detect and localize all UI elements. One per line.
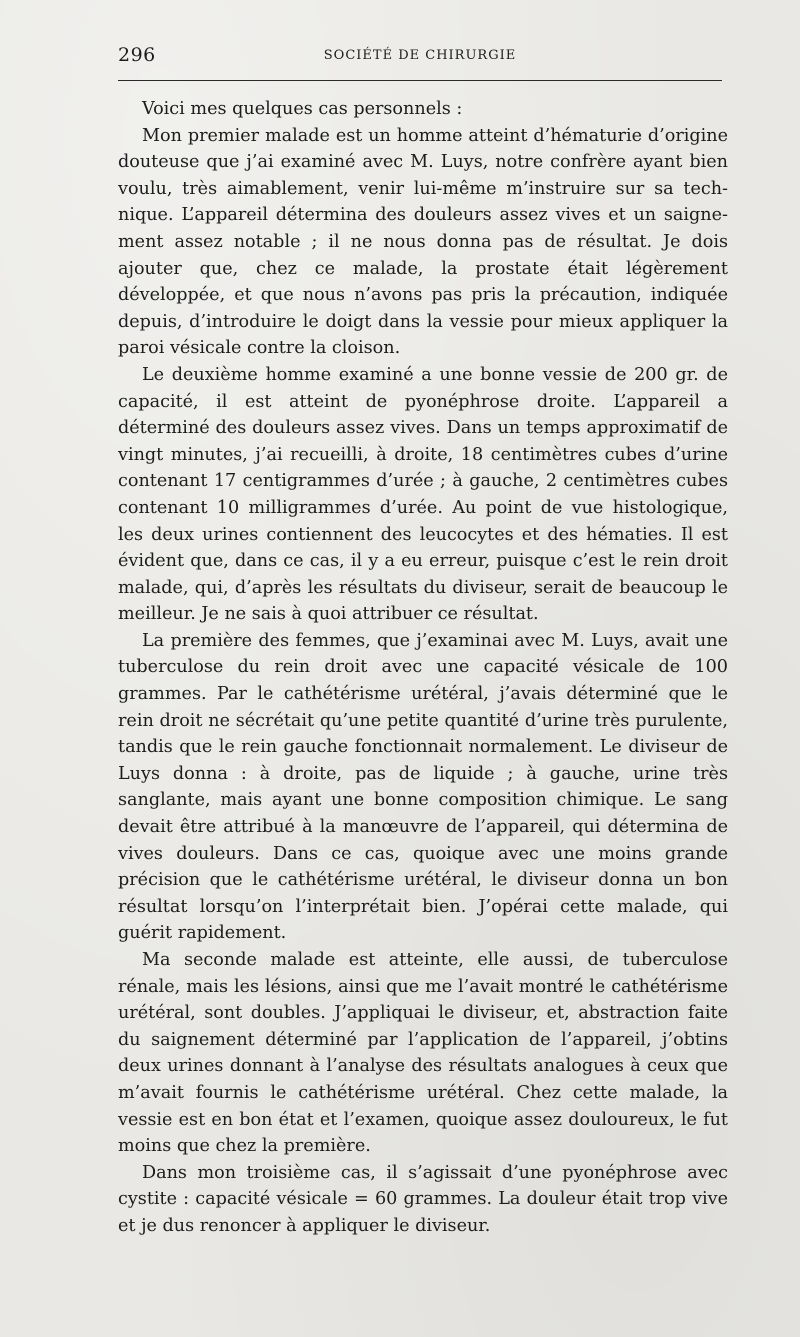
- body-text: [118, 96, 728, 1240]
- paragraph-case-2: Le deuxième homme examiné a une bonne vessie de 200 gr. de capacité, il est atteint de pyonéphrose droite. L’appareil a déterminé des douleurs assez vives. Dans un temps approximatif de vingt minutes, j’ai recueilli, à droite, 18 centimètres cubes d’urine contenant 17 centigrammes d’urée ; à gauche, 2 centimètres cubes contenant 10 milligrammes d’urée. Au point de vue histologique, les deux urines contiennent des leucocytes et des hématies. Il est évident que, dans ce cas, il y a eu erreur, puisque c’est le rein droit malade, qui, d’après les résultats du diviseur, serait de beaucoup le meilleur. Je ne sais à quoi attribuer ce résultat.: [118, 364, 728, 625]
- paragraph-intro: Voici mes quelques cas personnels :: [142, 99, 463, 119]
- paragraph-case-5: Dans mon troisième cas, il s’agissait d’une pyonéphrose avec cystite : capacité vésicale = 60 grammes. La douleur était trop vive et je dus renoncer à appliquer le diviseur.: [118, 1162, 728, 1236]
- paragraph-case-1: Mon premier malade est un homme atteint d’hématurie d’origine douteuse que j’ai examiné avec M. Luys, notre confrère ayant bien voulu, très aimablement, venir lui-même m’instruire sur sa technique. L’appareil détermina des douleurs assez vives et un saignement assez notable ; il ne nous donna pas de résultat. Je dois ajouter que, chez ce malade, la prostate était légèrement développée, et que nous n’avons pas pris la précaution, indiquée depuis, d’introduire le doigt dans la vessie pour mieux appliquer la paroi vésicale contre la cloison.: [118, 125, 728, 359]
- header-rule: [118, 80, 722, 81]
- page-header: [118, 44, 722, 70]
- page-number: 296: [118, 44, 156, 66]
- paragraph-case-4: Ma seconde malade est atteinte, elle aussi, de tuberculose rénale, mais les lésions, ainsi que me l’avait montré le cathétérisme urétéral, sont doubles. J’appliquai le diviseur, et, abstraction faite du saignement déterminé par l’application de l’appareil, j’obtins deux urines donnant à l’analyse des résultats analogues à ceux que m’avait fournis le cathétérisme urétéral. Chez cette malade, la vessie est en bon état et l’examen, quoique assez douloureux, le fut moins que chez la première.: [118, 950, 728, 1157]
- paragraph-case-3: La première des femmes, que j’examinai avec M. Luys, avait une tuberculose du rein droit avec une capacité vésicale de 100 grammes. Par le cathétérisme urétéral, j’avais déterminé que le rein droit ne sécrétait qu’une petite quantité d’urine très purulente, tandis que le rein gauche fonctionnait normalement. Le diviseur de Luys donna : à droite, pas de liquide ; à gauche, urine très sanglante, mais ayant une bonne composition chimique. Le sang devait être attribué à la manœuvre de l’appareil, qui détermina de vives douleurs. Dans ce cas, quoique avec une moins grande précision que le cathétérisme urétéral, le diviseur donna un bon résultat lorsqu’on l’interprétait bien. J’opérai cette malade, qui guérit rapidement.: [118, 630, 728, 944]
- running-head: SOCIÉTÉ DE CHIRURGIE: [323, 48, 517, 63]
